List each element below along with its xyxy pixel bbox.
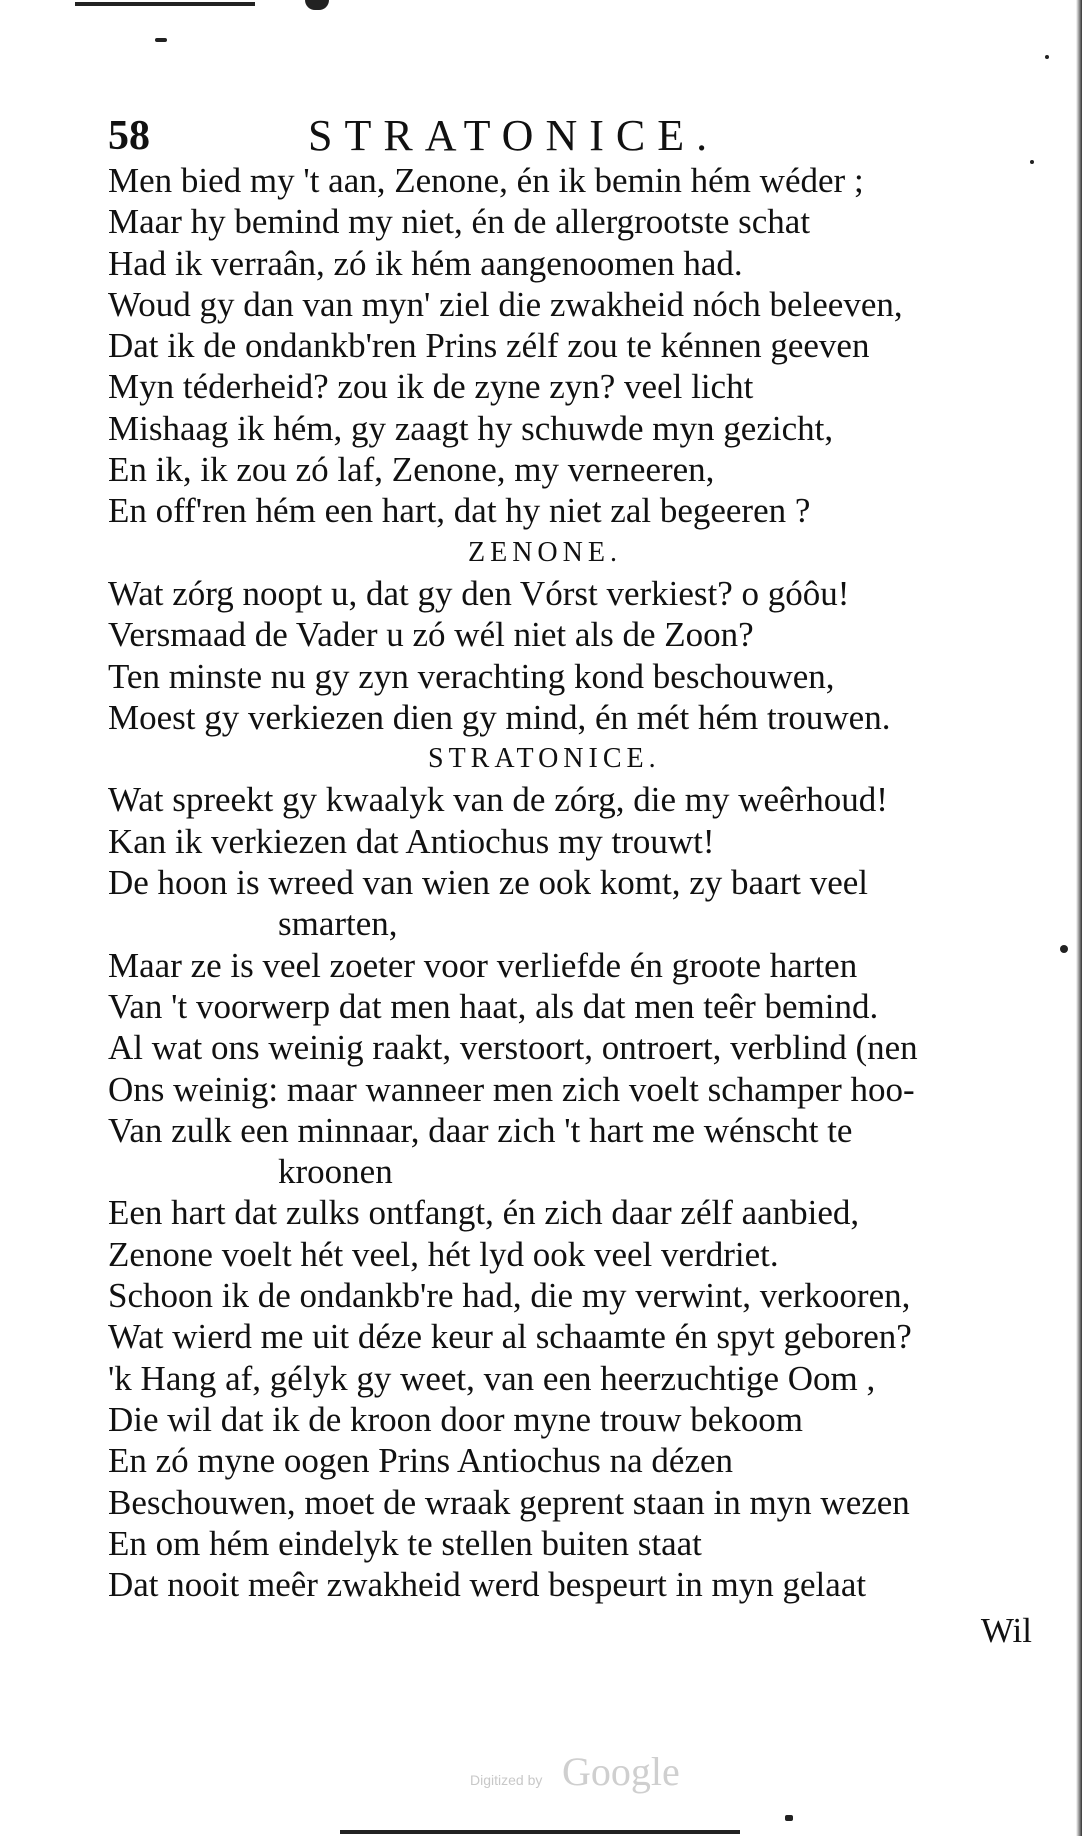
running-title: STRATONICE. — [308, 111, 720, 160]
verse-line: Al wat ons weinig raakt, verstoort, ontroert, verblind (nen — [108, 1028, 918, 1068]
verse-line: Dat ik de ondankb'ren Prins zélf zou te kénnen geeven — [108, 326, 870, 366]
verse-line: Men bied my 't aan, Zenone, én ik bemin hém wéder ; — [108, 161, 864, 200]
running-head — [108, 108, 808, 164]
page-number: 58 — [108, 113, 150, 159]
ink-speck — [785, 1815, 793, 1821]
verse-line: En zó myne oogen Prins Antiochus na dézen — [108, 1441, 734, 1481]
verse-line: Woud gy dan van myn' ziel die zwakheid nóch beleeven, — [108, 284, 903, 324]
ink-speck — [1060, 945, 1068, 953]
verse-line: Een hart dat zulks ontfangt, én zich daar zélf aanbied, — [108, 1193, 860, 1233]
verse-line: Wat zórg noopt u, dat gy den Vórst verkiest? o góôu! — [108, 573, 850, 613]
digitization-watermark — [470, 1748, 710, 1798]
verse-line: Moest gy verkiezen dien gy mind, én mét hém trouwen. — [108, 697, 891, 737]
ink-speck — [1045, 55, 1049, 59]
verse-line: Maar ze is veel zoeter voor verliefde én groote harten — [108, 945, 858, 985]
bottom-rule — [340, 1830, 740, 1834]
verse-line: Had ik verraân, zó ik hém aangenoomen had. — [108, 243, 743, 283]
verse-line: Van zulk een minnaar, daar zich 't hart me wénscht te — [108, 1110, 853, 1150]
ink-speck — [155, 38, 167, 42]
speaker-name: ZENONE. — [468, 536, 622, 568]
verse-line: Dat nooit meêr zwakheid werd bespeurt in myn gelaat — [108, 1565, 867, 1605]
verse-line: Versmaad de Vader u zó wél niet als de Zoon? — [108, 615, 754, 655]
verse-line: En off'ren hém een hart, dat hy niet zal begeeren ? — [108, 491, 811, 531]
verse-line: Van 't voorwerp dat men haat, als dat men teêr bemind. — [108, 986, 879, 1026]
verse-line: kroonen — [278, 1152, 393, 1192]
verse-line: Mishaag ik hém, gy zaagt hy schuwde myn gezicht, — [108, 408, 834, 448]
page-edge-shadow — [1076, 0, 1082, 1836]
top-rule — [75, 2, 255, 6]
verse-line: smarten, — [278, 904, 398, 944]
digitized-label: Digitized by — [470, 1772, 543, 1788]
verse-text — [108, 160, 1048, 1605]
verse-line: Kan ik verkiezen dat Antiochus my trouwt! — [108, 821, 715, 861]
top-ink-mark — [305, 0, 329, 10]
verse-line: Beschouwen, moet de wraak geprent staan in myn wezen — [108, 1482, 910, 1522]
catchword: Wil — [980, 1611, 1032, 1650]
verse-line: Zenone voelt hét veel, hét lyd ook veel verdriet. — [108, 1234, 779, 1274]
verse-line: Myn téderheid? zou ik de zyne zyn? veel licht — [108, 367, 754, 407]
verse-line: De hoon is wreed van wien ze ook komt, zy baart veel — [108, 863, 869, 903]
verse-line: Schoon ik de ondankb're had, die my verwint, verkooren, — [108, 1276, 911, 1316]
verse-line: En ik, ik zou zó laf, Zenone, my verneeren, — [108, 450, 715, 490]
verse-line: 'k Hang af, gélyk gy weet, van een heerzuchtige Oom , — [108, 1358, 876, 1398]
verse-line: Maar hy bemind my niet, én de allergrootste schat — [108, 202, 811, 242]
verse-line: En om hém eindelyk te stellen buiten staat — [108, 1523, 702, 1563]
verse-line: Ten minste nu gy zyn verachting kond beschouwen, — [108, 656, 835, 696]
verse-line: Wat wierd me uit déze keur al schaamte én spyt geboren? — [108, 1317, 912, 1357]
verse-line: Ons weinig: maar wanneer men zich voelt schamper hoo- — [108, 1069, 915, 1109]
google-logo: Google — [562, 1749, 680, 1794]
speaker-name: STRATONICE. — [428, 743, 661, 775]
verse-line: Die wil dat ik de kroon door myne trouw bekoom — [108, 1399, 804, 1439]
verse-line: Wat spreekt gy kwaalyk van de zórg, die my weêrhoud! — [108, 780, 888, 820]
